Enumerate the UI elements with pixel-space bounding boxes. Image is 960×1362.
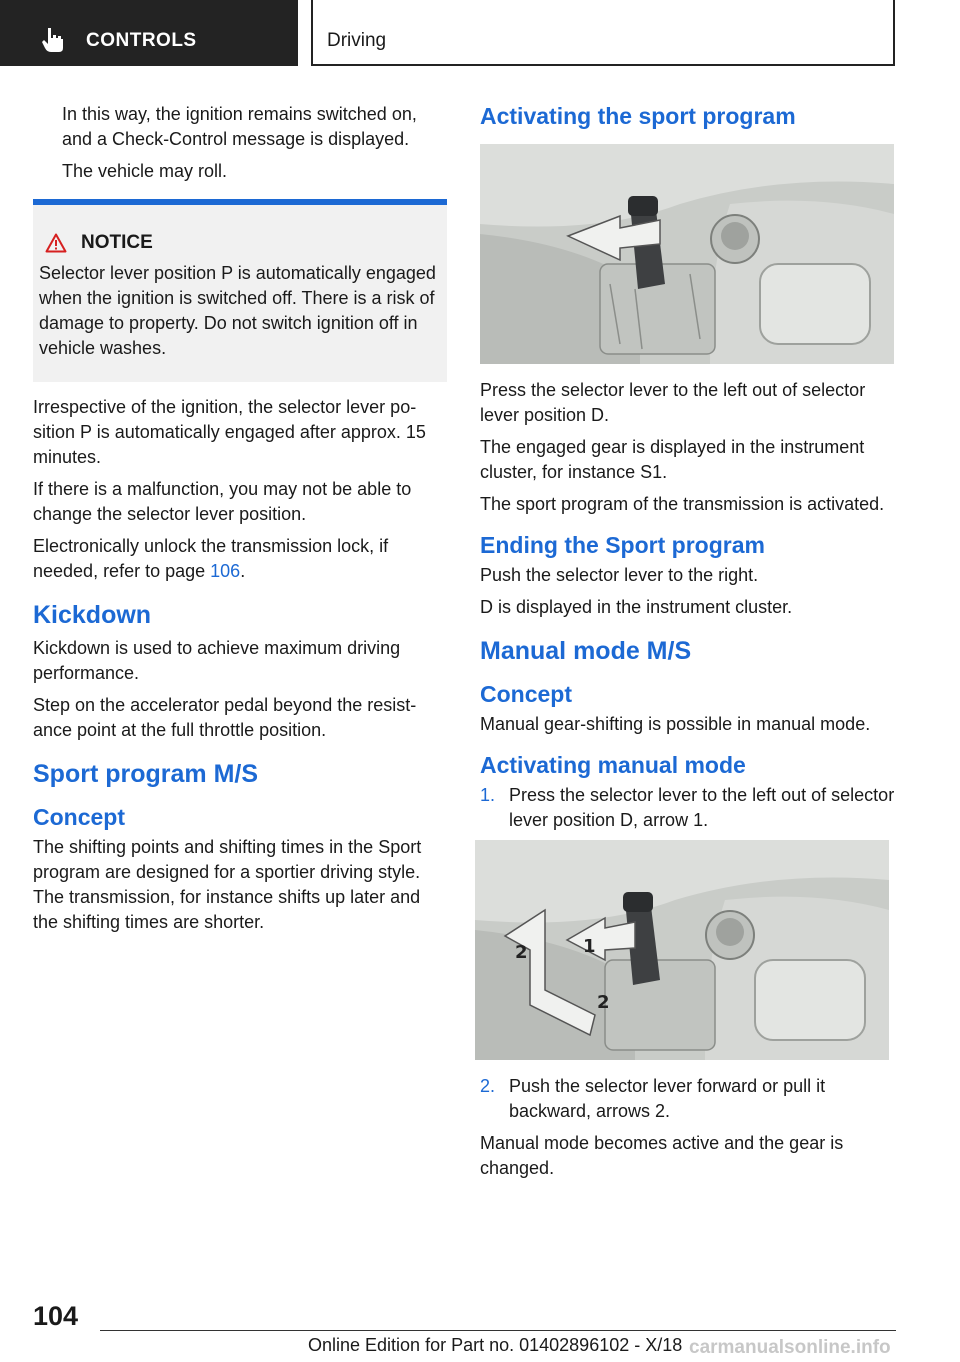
ending-paragraph-1: Push the selector lever to the right.	[480, 565, 759, 585]
manual-final-paragraph: Manual mode becomes active and the gear is changed.	[480, 1133, 844, 1178]
concept-paragraph-left: The shifting points and shifting times in the Sport program are designed for a sportier driving style. The transmission, for instance shifts up later and the shifting times are shorter.	[33, 837, 422, 932]
unlock-text: Electronically unlock the transmission lock, if needed, refer to page	[33, 536, 389, 581]
selector-lever-illustration	[480, 144, 894, 364]
ending-paragraph-2: D is displayed in the instrument cluster.	[480, 597, 793, 617]
pointing-hand-icon	[40, 26, 66, 54]
section-label: Driving	[327, 30, 387, 51]
step-1-number: 1.	[480, 785, 496, 805]
step-1	[480, 783, 898, 833]
watermark: carmanualsonline.info	[689, 1337, 891, 1358]
ending-sport-heading: Ending the Sport program	[480, 532, 765, 558]
manual-mode-heading: Manual mode M/S	[480, 637, 692, 665]
arrow-label-2a: 2	[515, 942, 528, 963]
chapter-label: CONTROLS	[86, 30, 197, 51]
kickdown-heading: Kickdown	[33, 601, 152, 629]
section-box	[311, 0, 895, 66]
page-link-106[interactable]: 106	[210, 561, 241, 581]
manual-mode-illustration	[475, 840, 889, 1060]
unlock-period: .	[240, 561, 246, 581]
concept-heading-left: Concept	[33, 804, 125, 830]
activating-paragraph-3: The sport program of the transmission is activated.	[480, 494, 885, 514]
kickdown-paragraph-2: Step on the accelerator pedal beyond the resistance point at the full throttle position.	[33, 695, 417, 740]
edition-text: Online Edition for Part no. 01402896102 - X/18	[308, 1335, 683, 1355]
step-1-text: Press the selector lever to the left out of selector lever position D, arrow 1.	[509, 785, 895, 830]
selector-lever-figure-1	[480, 144, 894, 364]
ignition-paragraph: Irrespective of the ignition, the selector lever position P is automatically engaged after approx. 15 minutes.	[33, 397, 426, 467]
notice-label: NOTICE	[81, 232, 153, 253]
activating-sport-heading: Activating the sport program	[480, 103, 796, 129]
notice-body: Selector lever position P is automatically engaged when the ignition is switched off. There is a risk of damage to property. Do not switch ignition off in vehicle washes.	[39, 263, 436, 358]
activating-paragraph-1: Press the selector lever to the left out of selector lever position D.	[480, 380, 866, 425]
step-2-text: Push the selector lever forward or pull it backward, arrows 2.	[509, 1076, 826, 1121]
left-column	[33, 102, 447, 942]
chapter-tab	[0, 0, 298, 66]
intro-paragraph-1: In this way, the ignition remains switched on, and a Check-Control message is displayed.	[62, 104, 417, 149]
selector-lever-figure-2	[475, 840, 889, 1060]
sport-program-heading: Sport program M/S	[33, 760, 259, 788]
activating-manual-heading: Activating manual mode	[480, 752, 746, 778]
arrow-label-2b: 2	[597, 992, 610, 1013]
page-header	[0, 0, 960, 66]
step-2-number: 2.	[480, 1076, 496, 1096]
kickdown-paragraph-1: Kickdown is used to achieve maximum driving performance.	[33, 638, 401, 683]
concept-paragraph-right: Manual gear-shifting is possible in manual mode.	[480, 714, 871, 734]
footer-divider	[100, 1330, 896, 1331]
unlock-paragraph	[33, 534, 447, 584]
step-2	[480, 1074, 898, 1124]
intro-paragraph-2: The vehicle may roll.	[62, 161, 228, 181]
malfunction-paragraph: If there is a malfunction, you may not be able to change the selector lever position.	[33, 479, 412, 524]
concept-heading-right: Concept	[480, 681, 572, 707]
arrow-label-1: 1	[583, 936, 596, 957]
notice-box	[33, 199, 447, 382]
warning-triangle-icon	[45, 233, 67, 253]
notice-title	[39, 230, 437, 255]
right-column	[480, 102, 898, 1188]
page-number: 104	[33, 1301, 79, 1331]
activating-paragraph-2: The engaged gear is displayed in the instrument cluster, for instance S1.	[480, 437, 865, 482]
